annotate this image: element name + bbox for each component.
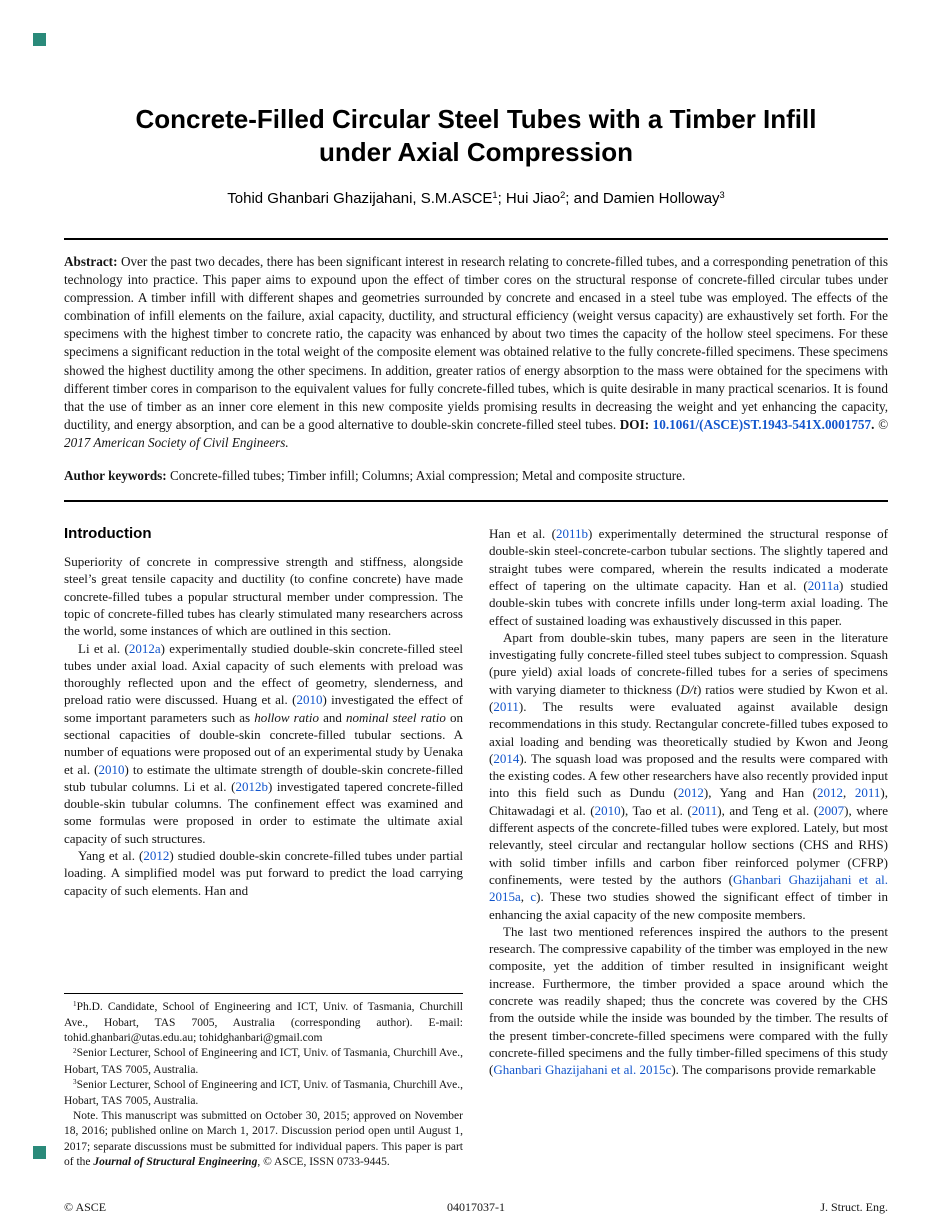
left-column: [64, 525, 463, 1170]
text-run: ,: [520, 889, 531, 905]
text-run: ). The results were evaluated against available design recommendations in this study. Rectangular concrete-filled tubes exposed to axial loading and bending was theoretically studied by Kwon and Jeong (: [489, 699, 888, 766]
text-run: ) experimentally studied double-skin concrete-filled steel tubes under axial load. Axial capacity of such elements with preload was thoroughly reflected upon and the effect of geometry, slenderness, and preload ratio were discussed. Huang et al. (: [64, 640, 463, 708]
citation-link[interactable]: 2010: [594, 802, 621, 818]
text-run: ; and Damien Holloway: [565, 190, 720, 207]
text-run: Abstract:: [64, 254, 121, 269]
text-run: ), and Teng et al. (: [717, 802, 819, 818]
text-run: ) investigated tapered concrete-filled double-skin tubular columns. The confinement effect was examined and some formulas were proposed in order to estimate the ultimate axial capacity of such structures.: [64, 778, 463, 846]
citation-link[interactable]: 2014: [493, 750, 520, 766]
citation-link[interactable]: 2012b: [235, 778, 268, 794]
text-run: nominal steel ratio: [345, 709, 446, 725]
body-paragraph: [64, 553, 463, 639]
text-run: Apart from double-skin tubes, many papers are seen in the literature investigating fully concrete-filled steel tubes subject to compression. Squash (pure yield) axial loads of concrete-filled tubes for a series of specimens with varying diameter to thickness (: [489, 629, 888, 697]
citation-link[interactable]: Ghanbari Ghazijahani et al. 2015c: [493, 1062, 672, 1078]
text-run: 3: [73, 1078, 77, 1087]
footnotes-block: [64, 983, 463, 1170]
text-run: ) studied double-skin tubes with concrete infills under long-term axial loading. The effect of sustained loading was exhaustively discussed in this paper.: [489, 577, 888, 628]
text-run: ). The comparisons provide remarkable: [671, 1062, 876, 1078]
text-run: ), where different aspects of the concrete-filled tubes were explored. Lately, but most relevantly, steel circular and rectangular hollow sections (CHS and RHS) with solid timber infills and carbon fiber reinforced polymer (CFRP) confinements, were tested by the authors (: [489, 802, 888, 887]
article-title: [64, 103, 888, 169]
text-run: © 2017 American Society of Civil Engineers.: [64, 416, 889, 450]
text-run: Li et al. (: [78, 640, 129, 656]
citation-link[interactable]: 2007: [818, 802, 845, 818]
text-run: Journal of Structural Engineering: [93, 1155, 258, 1168]
right-column: [489, 525, 888, 1170]
citation-link[interactable]: 2012: [817, 785, 844, 801]
footnote-2: [64, 1046, 463, 1077]
text-run: ) experimentally determined the structural response of double-skin steel-concrete-carbon tubular sections. The slightly tapered and straight tubes were compared, wherein the results indicated a moderate effect of tapering on the ultimate capacity. Han et al. (: [489, 526, 888, 593]
text-run: on sectional capacities of double-skin concrete-filled tubular sections. A number of equations were proposed out of an experimental study by Uenaka et al. (: [64, 709, 463, 777]
abstract-section: [64, 238, 888, 502]
footer-page-number: 04017037-1: [447, 1200, 505, 1214]
body-paragraph: [489, 525, 888, 629]
text-run: Yang et al. (: [78, 848, 144, 864]
text-run: Author keywords:: [64, 468, 170, 484]
citation-link[interactable]: 2010: [98, 761, 125, 777]
section-heading-introduction: Introduction: [64, 525, 152, 543]
article-title-line-2: under Axial Compression: [319, 137, 633, 167]
text-run: ) studied double-skin concrete-filled tubes under partial loading. A simplified model was put forward to predict the load carrying capacity of such elements. Han and: [64, 848, 464, 898]
text-run: 2: [73, 1046, 77, 1055]
authors-line: [64, 190, 888, 207]
citation-link[interactable]: 2011: [493, 699, 519, 714]
text-run: DOI:: [619, 416, 653, 432]
text-run: D/t: [680, 681, 697, 697]
citation-link[interactable]: 2011: [854, 785, 881, 801]
citation-link[interactable]: 2010: [296, 692, 323, 708]
doi-link[interactable]: 10.1061/(ASCE)ST.1943-541X.0001757: [652, 416, 872, 432]
footer-journal-name: J. Struct. Eng.: [820, 1200, 888, 1214]
text-run: 3: [719, 190, 725, 201]
text-run: ). These two studies showed the significant effect of timber in enhancing the axial capacity of the new composite members.: [489, 889, 888, 922]
registration-mark-top: [33, 33, 46, 46]
text-run: Concrete-filled tubes; Timber infill; Columns; Axial compression; Metal and composite structure.: [170, 468, 686, 484]
text-run: The last two mentioned references inspired the authors to the present research. The compressive capability of the timber was employed in the new composite, yet the addition of timber resulted in insignificant weight increase. Furthermore, the timber provided a space around which the concrete was readily shaped; thus the concrete was covered by the CHS from the outside while the inside was bounded by the timber. The results of the present timber-concrete-filled specimens were compared with the fully concrete-filled specimens and the fully timber-filled specimens of this study (: [489, 923, 888, 1078]
text-run: Note. This manuscript was submitted on October 30, 2015; approved on November 18, 2016; published online on March 1, 2017. Discussion period open until August 1, 2017; separate discussions must be submitted for individual papers. This paper is part of the: [64, 1110, 463, 1168]
citation-link[interactable]: 2011: [691, 802, 718, 818]
footer-copyright: © ASCE: [64, 1200, 107, 1214]
text-run: ). The squash load was proposed and the results were compared with the existing codes. A few other researchers have also recently provided input into this field such as Dundu (: [489, 750, 888, 801]
title-block: [64, 0, 888, 207]
page-content: [64, 0, 888, 1170]
text-run: 1: [492, 190, 498, 201]
body-paragraph: [64, 640, 463, 848]
text-run: Han et al. (: [489, 526, 556, 542]
abstract-paragraph: [64, 253, 888, 452]
text-run: and: [318, 709, 346, 725]
registration-mark-bottom: [33, 1146, 46, 1159]
text-run: ) ratios were studied by Kwon et al. (: [489, 681, 889, 714]
article-title-line-1: Concrete-Filled Circular Steel Tubes with a Timber Infill: [135, 104, 817, 134]
text-run: ), Chitawadagi et al. (: [489, 785, 888, 818]
citation-link[interactable]: 2012a: [128, 640, 161, 656]
citation-link[interactable]: Ghanbari Ghazijahani et al. 2015a: [489, 871, 888, 905]
body-paragraph: [489, 629, 888, 923]
text-run: 2: [560, 190, 566, 201]
text-run: Superiority of concrete in compressive strength and stiffness, alongside steel’s great tensile capacity and ductility (to confine concrete) have made concrete-filled tubes a popular structural member under compression. The topic of concrete-filled tubes has clearly stimulated many researchers across the world, some instances of which are outlined in this section.: [64, 554, 463, 639]
text-run: Senior Lecturer, School of Engineering and ICT, Univ. of Tasmania, Churchill Ave., Hobart, TAS 7005, Australia.: [64, 1047, 463, 1076]
citation-link[interactable]: 2011a: [807, 577, 840, 593]
text-run: ) to estimate the ultimate strength of double-skin concrete-filled stub tubular columns. Li et al. (: [64, 761, 463, 794]
citation-link[interactable]: 2012: [143, 848, 170, 864]
footnote-1: [64, 1000, 463, 1047]
body-paragraph: [64, 847, 463, 899]
citation-link[interactable]: c: [530, 889, 537, 905]
text-run: Senior Lecturer, School of Engineering and ICT, Univ. of Tasmania, Churchill Ave., Hobart, TAS 7005, Australia.: [64, 1078, 463, 1108]
text-run: ), Yang and Han (: [703, 785, 818, 801]
footnotes-separator: [64, 993, 463, 994]
text-run: Over the past two decades, there has been significant interest in research relating to concrete-filled tubes, and a corresponding penetration of this technology into practice. This paper aims to expound upon the effect of timber cores on the structural response of concrete-filled circular tubes under compression. A timber infill with different shapes and geometries surrounded by concrete and encased in a steel tube was employed. The effects of the combination of infill elements on the failure, axial capacity, ductility, and structural efficiency (weight versus capacity) are exhaustively set forth. For the specimens with the highest timber to concrete ratio, the capacity was enhanced by about two times the capacity of the hollow steel specimens. For these specimens a significant reduction in the total weight of the composite element was obtained relative to the fully concrete-filled specimens. These specimens showed the highest ductility among the other specimens. In addition, greater ratios of energy absorption to the mass were obtained for the specimens with different timber cores in comparison to the equivalent values for fully concrete-filled tubes, which is quite desirable in many practical scenarios. It is found that the use of timber as an inner core element in this new composite yields promising results in decreasing the weight and yet enhancing the capacity, ductility, and energy absorption, and can be a good alternative to double-skin concrete-filled steel tubes.: [64, 254, 888, 432]
text-run: ) investigated the effect of some important parameters such as: [64, 692, 463, 725]
citation-link[interactable]: 2011b: [555, 526, 588, 542]
text-run: hollow ratio: [254, 709, 319, 725]
footnote-3: [64, 1078, 463, 1109]
text-run: ,: [843, 785, 855, 801]
footnote-note: [64, 1109, 463, 1170]
text-run: ), Tao et al. (: [620, 802, 692, 818]
text-run: .: [871, 416, 875, 432]
keywords-line: [64, 467, 888, 485]
text-run: , © ASCE, ISSN 0733-9445.: [257, 1155, 390, 1168]
text-run: ; Hui Jiao: [497, 190, 561, 207]
citation-link[interactable]: 2012: [677, 785, 704, 801]
text-run: 1: [73, 1000, 77, 1009]
text-run: Ph.D. Candidate, School of Engineering and ICT, Univ. of Tasmania, Churchill Ave., Hobart, TAS 7005, Australia (corresponding author). E-mail: tohid.ghanbari@utas.edu.au; tohidghanbari@gmail.com: [64, 1000, 463, 1045]
text-run: Tohid Ghanbari Ghazijahani, S.M.ASCE: [227, 190, 493, 207]
two-column-body: [64, 525, 888, 1170]
body-paragraph: [489, 923, 888, 1079]
